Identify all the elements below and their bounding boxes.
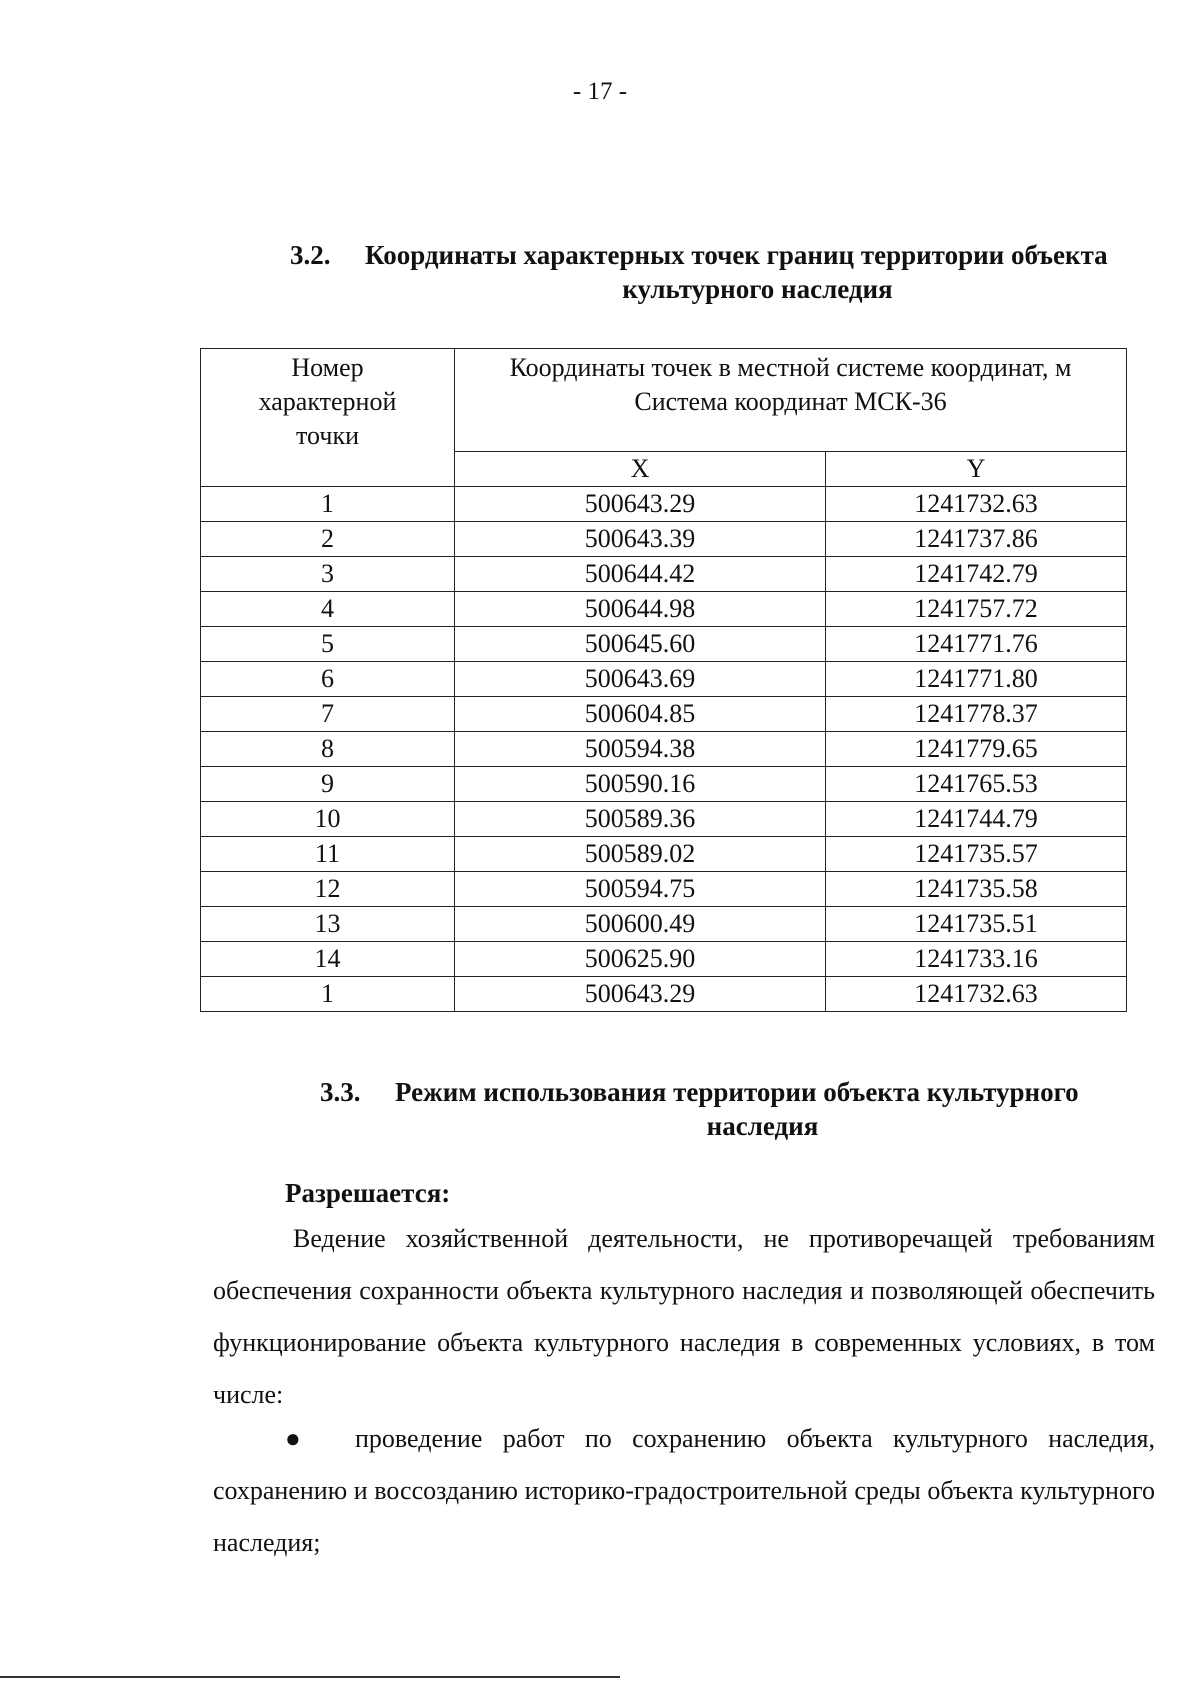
x-coordinate-cell: 500604.85 <box>455 697 826 732</box>
section-3-3-number: 3.3. <box>320 1077 361 1107</box>
point-number-cell: 6 <box>201 662 455 697</box>
table-row <box>201 592 1127 627</box>
point-number-cell: 2 <box>201 522 455 557</box>
header-x: X <box>455 452 826 487</box>
coordinates-table-body <box>201 487 1127 1012</box>
table-row <box>201 487 1127 522</box>
point-number-cell: 9 <box>201 767 455 802</box>
table-row <box>201 837 1127 872</box>
allowed-label: Разрешается: <box>285 1178 451 1208</box>
x-coordinate-cell: 500600.49 <box>455 907 826 942</box>
y-coordinate-cell: 1241744.79 <box>826 802 1127 837</box>
x-coordinate-cell: 500590.16 <box>455 767 826 802</box>
bottom-rule <box>0 1676 620 1678</box>
header-coords-line1: Координаты точек в местной системе координат, м <box>509 353 1072 382</box>
coordinates-table <box>200 348 1127 1012</box>
header-y: Y <box>826 452 1127 487</box>
x-coordinate-cell: 500644.42 <box>455 557 826 592</box>
section-3-2-heading <box>290 238 1150 306</box>
header-point-label: Номер характерной точки <box>258 353 397 450</box>
y-coordinate-cell: 1241778.37 <box>826 697 1127 732</box>
y-coordinate-cell: 1241735.57 <box>826 837 1127 872</box>
table-row <box>201 627 1127 662</box>
section-3-2-title-line2: культурного наследия <box>622 274 893 304</box>
y-coordinate-cell: 1241771.76 <box>826 627 1127 662</box>
table-row <box>201 942 1127 977</box>
table-row <box>201 557 1127 592</box>
x-coordinate-cell: 500643.29 <box>455 487 826 522</box>
x-coordinate-cell: 500589.02 <box>455 837 826 872</box>
point-number-cell: 12 <box>201 872 455 907</box>
y-coordinate-cell: 1241737.86 <box>826 522 1127 557</box>
x-coordinate-cell: 500645.60 <box>455 627 826 662</box>
x-coordinate-cell: 500643.69 <box>455 662 826 697</box>
point-number-cell: 7 <box>201 697 455 732</box>
table-row <box>201 802 1127 837</box>
point-number-cell: 4 <box>201 592 455 627</box>
y-coordinate-cell: 1241735.51 <box>826 907 1127 942</box>
section-3-3-title-line1: Режим использования территории объекта культурного <box>395 1077 1079 1107</box>
paragraph-economic-activity: Ведение хозяйственной деятельности, не противоречащей требованиям обеспечения сохранности объекта культурного наследия и позволяющей обеспечить функционирование объекта культурного наследия в современных условиях, в том числе: <box>213 1224 1155 1409</box>
header-coordinates <box>455 349 1127 452</box>
bullet-item-preservation-works <box>213 1413 1155 1569</box>
table-row <box>201 872 1127 907</box>
table-row <box>201 732 1127 767</box>
x-coordinate-cell: 500589.36 <box>455 802 826 837</box>
header-coords-line2: Система координат МСК-36 <box>634 387 947 416</box>
point-number-cell: 3 <box>201 557 455 592</box>
table-row <box>201 522 1127 557</box>
x-coordinate-cell: 500643.29 <box>455 977 826 1012</box>
y-coordinate-cell: 1241735.58 <box>826 872 1127 907</box>
page-number: - 17 - <box>572 78 628 105</box>
table-row <box>201 662 1127 697</box>
header-point-number <box>201 349 455 487</box>
section-3-2-title-line1: Координаты характерных точек границ территории объекта <box>365 240 1108 270</box>
point-number-cell: 10 <box>201 802 455 837</box>
point-number-cell: 5 <box>201 627 455 662</box>
y-coordinate-cell: 1241732.63 <box>826 487 1127 522</box>
point-number-cell: 14 <box>201 942 455 977</box>
y-coordinate-cell: 1241733.16 <box>826 942 1127 977</box>
table-row <box>201 907 1127 942</box>
y-coordinate-cell: 1241757.72 <box>826 592 1127 627</box>
x-coordinate-cell: 500594.75 <box>455 872 826 907</box>
table-row <box>201 767 1127 802</box>
table-row <box>201 697 1127 732</box>
y-coordinate-cell: 1241779.65 <box>826 732 1127 767</box>
y-coordinate-cell: 1241771.80 <box>826 662 1127 697</box>
bullet-icon: ● <box>285 1424 301 1453</box>
section-3-3-title-line2: наследия <box>706 1111 819 1141</box>
point-number-cell: 1 <box>201 977 455 1012</box>
y-coordinate-cell: 1241765.53 <box>826 767 1127 802</box>
x-coordinate-cell: 500625.90 <box>455 942 826 977</box>
section-3-2-number: 3.2. <box>290 240 331 270</box>
x-coordinate-cell: 500644.98 <box>455 592 826 627</box>
point-number-cell: 1 <box>201 487 455 522</box>
point-number-cell: 8 <box>201 732 455 767</box>
section-3-3-heading <box>320 1075 1130 1143</box>
table-row <box>201 977 1127 1012</box>
point-number-cell: 11 <box>201 837 455 872</box>
x-coordinate-cell: 500594.38 <box>455 732 826 767</box>
bullet-text: проведение работ по сохранению объекта культурного наследия, сохранению и воссозданию историко-градостроительной среды объекта культурного наследия; <box>213 1424 1155 1557</box>
y-coordinate-cell: 1241742.79 <box>826 557 1127 592</box>
x-coordinate-cell: 500643.39 <box>455 522 826 557</box>
y-coordinate-cell: 1241732.63 <box>826 977 1127 1012</box>
point-number-cell: 13 <box>201 907 455 942</box>
